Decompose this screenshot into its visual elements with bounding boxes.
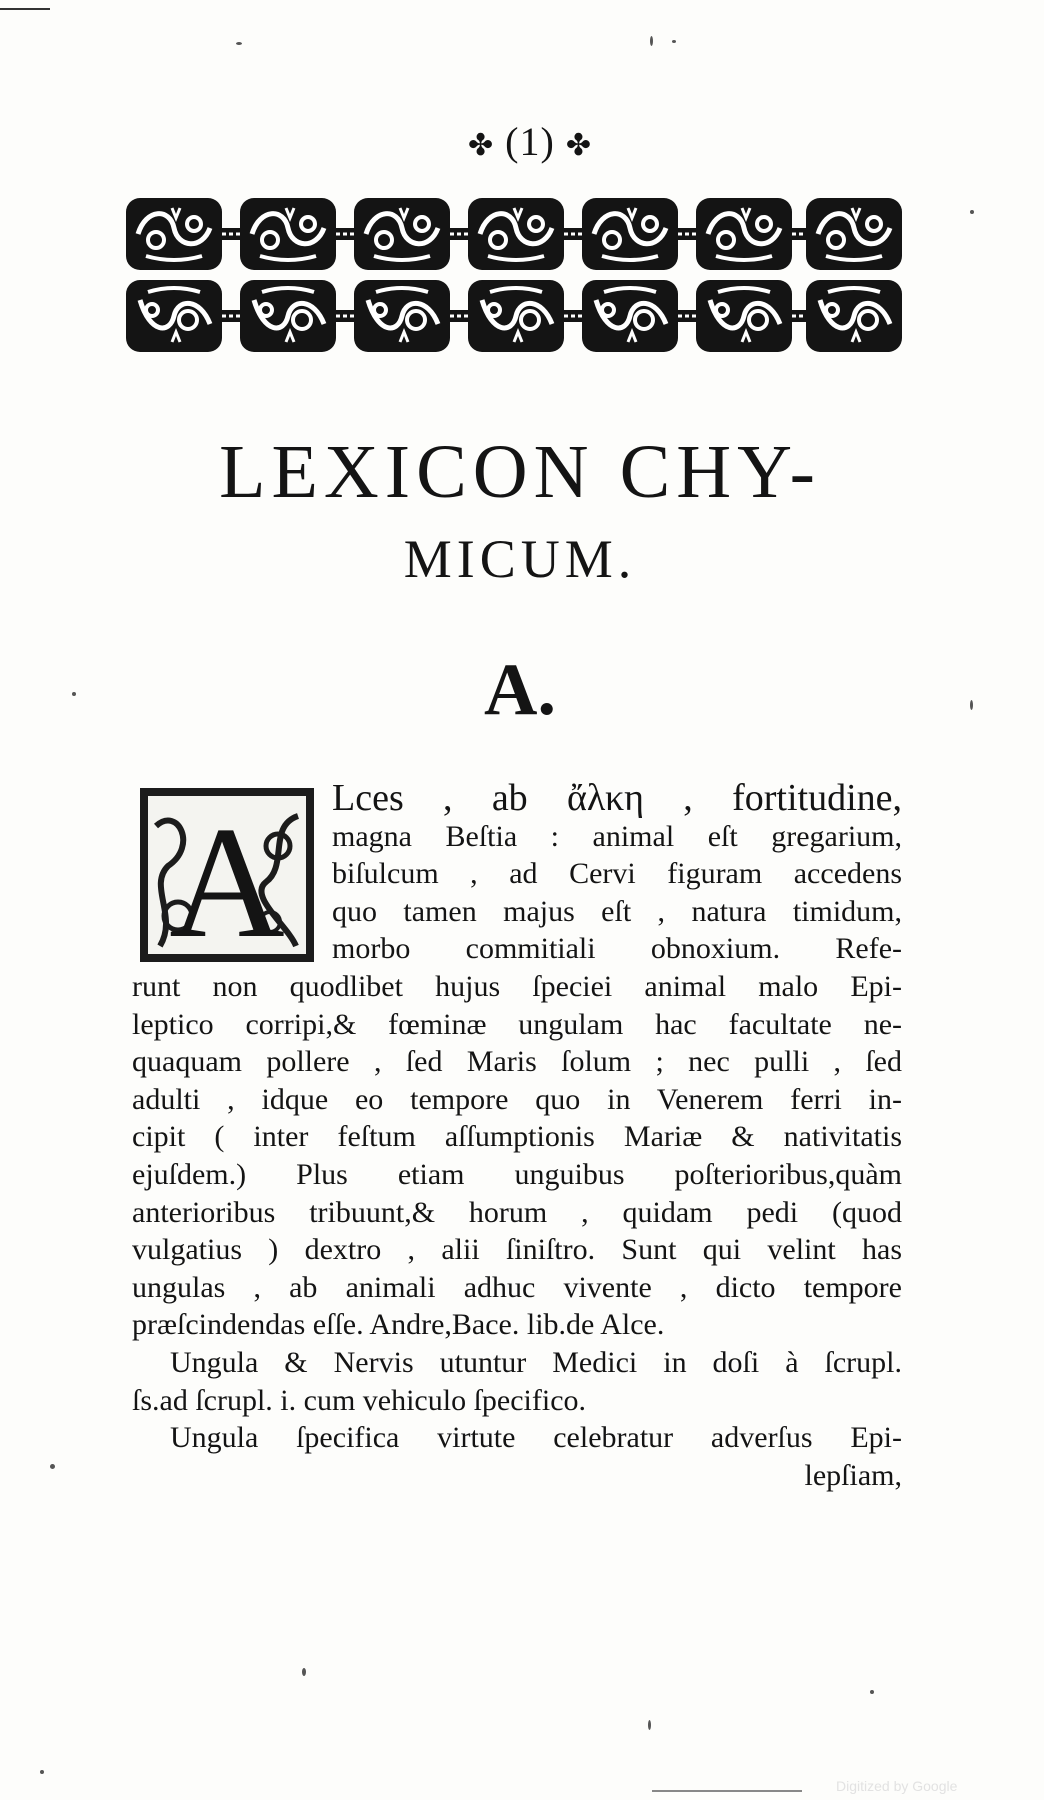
fleuron-right-icon: ✤: [565, 128, 592, 162]
scan-edge-line: [0, 8, 50, 10]
text-line: præſcindendas eſſe. Andre,Bace. lib.de Alce.: [132, 1308, 665, 1342]
text-line: ungulas , ab animali adhuc vivente , dicto tempore: [132, 1270, 902, 1304]
text-line: magna Beſtia : animal eſt gregarium,: [332, 819, 902, 853]
page-number-text: (1): [505, 119, 555, 164]
text-line: Ungula ſpecifica virtute celebratur adverſus Epi-: [170, 1421, 902, 1455]
scan-speck: [870, 1690, 874, 1694]
scan-speck: [672, 40, 676, 43]
digitization-watermark: Digitized by Google: [836, 1778, 958, 1794]
ornamental-headpiece: [126, 196, 902, 356]
text-line: anterioribus tribuunt,& horum , quidam pedi (quod: [132, 1195, 902, 1229]
text-line: morbo commitiali obnoxium. Refe-: [332, 932, 902, 966]
text-line: ejuſdem.) Plus etiam unguibus poſterioribus,quàm: [132, 1157, 902, 1191]
scan-speck: [50, 1464, 55, 1469]
scan-speck: [648, 1720, 651, 1730]
page-title: LEXICON CHY-: [219, 430, 821, 514]
bottom-rule: [652, 1790, 802, 1792]
text-line: biſulcum , ad Cervi figuram accedens: [332, 857, 902, 891]
text-line: vulgatius ) dextro , alii ſiniſtro. Sunt qui velint has: [132, 1233, 902, 1267]
entry-body: [132, 777, 902, 1494]
text-line: quo tamen majus eſt , natura timidum,: [332, 894, 902, 928]
text-line: ſs.ad ſcrupl. i. cum vehiculo ſpecifico.: [132, 1383, 587, 1417]
scan-speck: [72, 692, 76, 696]
text-line: cipit ( inter feſtum aſſumptionis Mariæ & nativitatis: [132, 1120, 902, 1154]
text-line: runt non quodlibet hujus ſpeciei animal malo Epi-: [132, 969, 902, 1003]
scan-speck: [236, 42, 242, 45]
catchword: lepſiam,: [804, 1458, 902, 1492]
scan-speck: [970, 210, 974, 214]
scan-speck: [302, 1668, 306, 1676]
text-line: quaquam pollere , ſed Maris ſolum ; nec pulli , ſed: [132, 1045, 902, 1079]
section-heading: A.: [484, 649, 556, 731]
page-title-continuation: MICUM.: [403, 529, 637, 589]
text-line: Lces , ab ἄλκη , fortitudine,: [332, 777, 902, 819]
text-line: leptico corripi,& fœminæ ungulam hac facultate ne-: [132, 1007, 902, 1041]
scan-speck: [40, 1770, 44, 1774]
scan-speck: [970, 700, 973, 710]
fleuron-left-icon: ✤: [468, 128, 495, 162]
scan-speck: [650, 36, 653, 46]
page-number: [440, 118, 620, 170]
text-line: adulti , idque eo tempore quo in Venerem ferri in-: [132, 1082, 902, 1116]
text-line: Ungula & Nervis utuntur Medici in doſi à ſcrupl.: [170, 1345, 902, 1379]
dropcap-letter: A: [169, 793, 285, 964]
